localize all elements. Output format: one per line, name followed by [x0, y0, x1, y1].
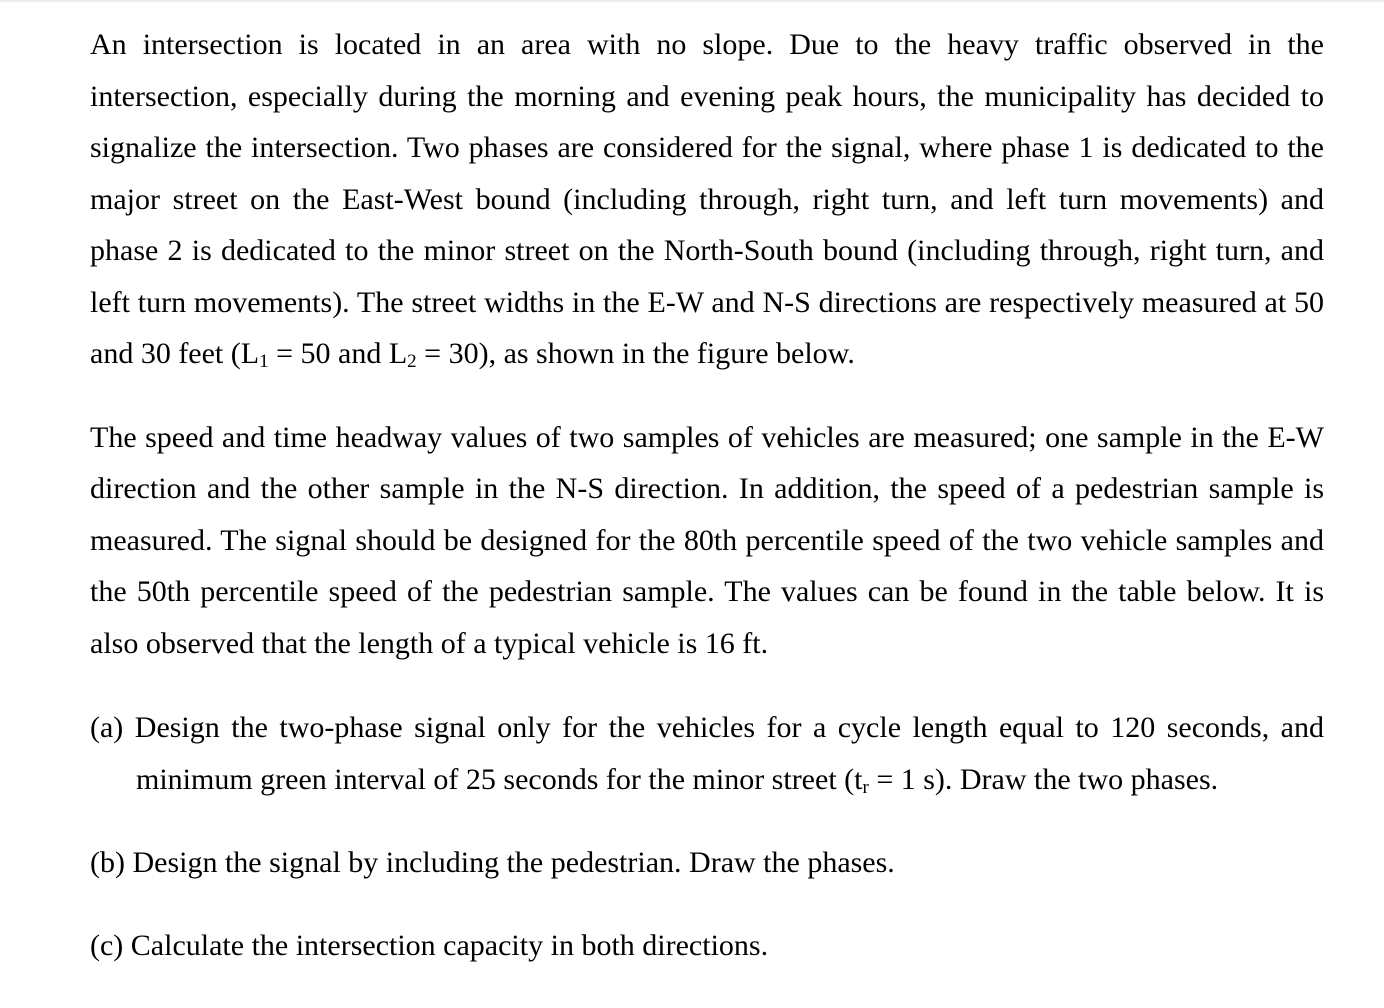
intro-text-mid: = 50 and L	[268, 337, 408, 370]
sample-paragraph: The speed and time headway values of two samples of vehicles are measured; one sample in the E-W direction and the other sample in the N-S direction. In addition, the speed of a pedestrian sample is measured. The signal should be designed for the 80th percentile speed of the two vehicle samples and the 50th percentile speed of the pedestrian sample. The values can be found in the table below. It is also observed that the length of a typical vehicle is 16 ft.	[90, 420, 1324, 660]
intro-text-end: = 30), as shown in the figure below.	[416, 337, 855, 370]
question-a-text-end: = 1 s). Draw the two phases.	[868, 763, 1219, 796]
question-a-text: (a) Design the two-phase signal only for the vehicles for a cycle length equal to 120 seconds, and minimum green interval of 25 seconds for the minor street (t	[90, 711, 1324, 796]
question-c: (c) Calculate the intersection capacity in both directions.	[90, 929, 769, 962]
intro-paragraph	[90, 19, 1324, 380]
question-a	[90, 702, 1324, 806]
document-body	[90, 19, 1324, 972]
subscript-r: r	[862, 777, 869, 798]
question-b: (b) Design the signal by including the pedestrian. Draw the phases.	[90, 846, 895, 879]
intro-text: An intersection is located in an area with no slope. Due to the heavy traffic observed in the intersection, especially during the morning and evening peak hours, the municipality has decided to signalize the intersection. Two phases are considered for the signal, where phase 1 is dedicated to the major street on the East-West bound (including through, right turn, and left turn movements) and phase 2 is dedicated to the minor street on the North-South bound (including through, right turn, and left turn movements). The street widths in the E-W and N-S directions are respectively measured at 50 and 30 feet (L	[90, 28, 1324, 370]
subscript-one: 1	[259, 351, 269, 372]
subscript-two: 2	[407, 351, 417, 372]
top-divider	[0, 0, 1384, 2]
